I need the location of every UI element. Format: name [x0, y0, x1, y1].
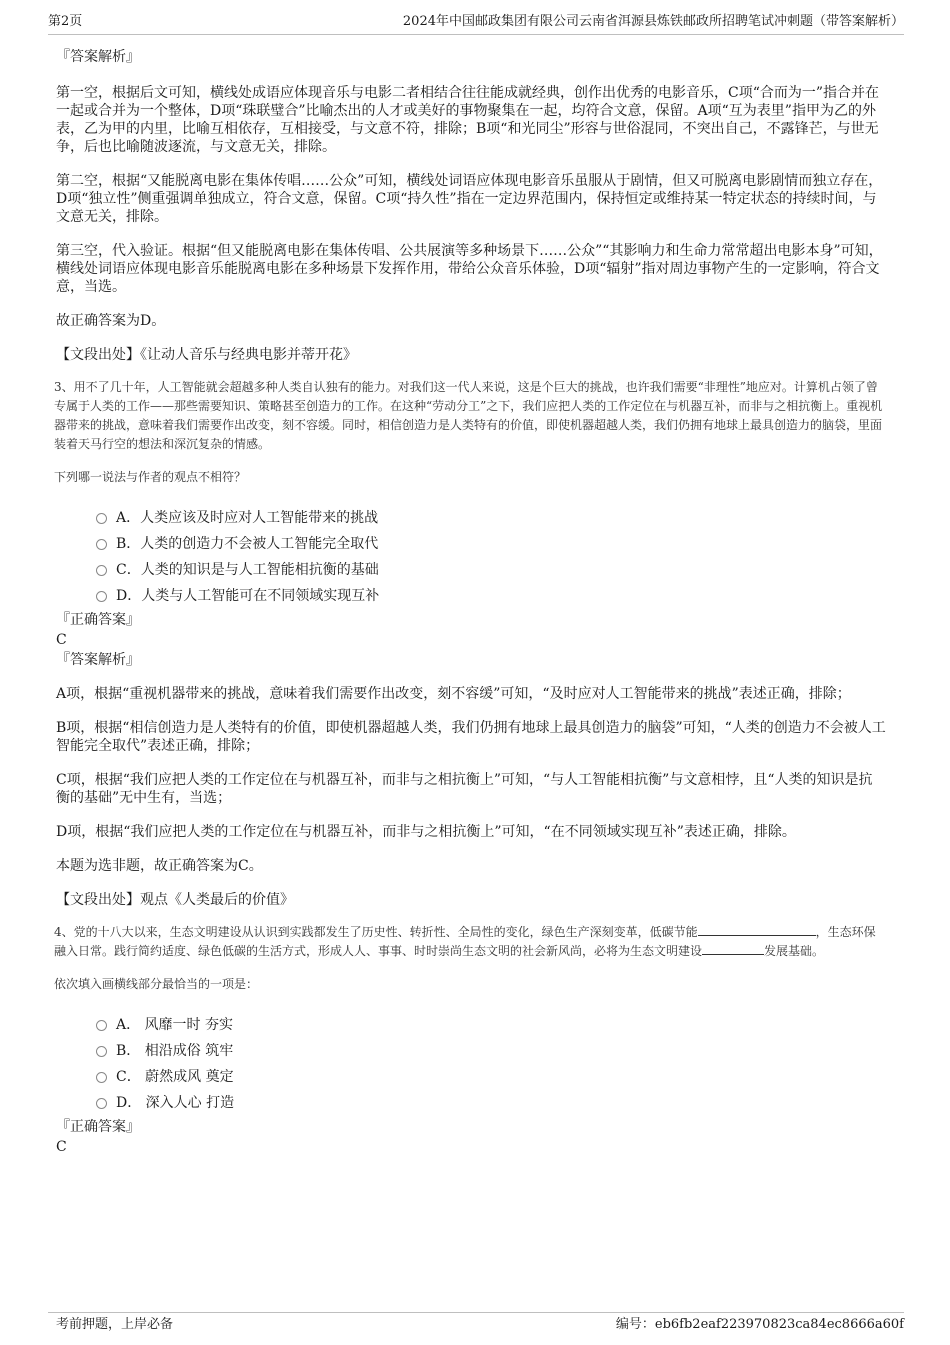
q3-analysis-d: D项，根据“我们应把人类的工作定位在与机器互补，而非与之相抗衡上”可知，“在不同领域实现互补”表述正确，排除。 [56, 824, 796, 840]
q4-option-d-label: D． 深入人心 打造 [116, 1095, 235, 1111]
q3-analysis-c: C项，根据“我们应把人类的工作定位在与机器互补，而非与之相抗衡上”可知，“与人工智能相抗衡”与文意相悖，且“人类的知识是抗衡的基础”无中生有，当选； [56, 772, 873, 806]
q4-option-b[interactable] [56, 1038, 886, 1064]
q4-option-a-label: A． 风靡一时 夯实 [116, 1017, 234, 1033]
q4-question: 依次填入画横线部分最恰当的一项是： [54, 977, 259, 991]
q4-option-c-label: C． 蔚然成风 奠定 [116, 1069, 234, 1085]
page-footer [48, 1312, 904, 1335]
q3-analysis-a: A项，根据“重视机器带来的挑战，意味着我们需要作出改变，刻不容缓”可知，“及时应对人工智能带来的挑战”表述正确，排除； [56, 686, 851, 702]
q4-blank-1 [698, 923, 816, 936]
q3-option-c-label: C．人类的知识是与人工智能相抗衡的基础 [116, 562, 379, 578]
radio-icon[interactable] [96, 1046, 107, 1057]
q2-analysis-para1: 第一空，根据后文可知，横线处成语应体现音乐与电影二者相结合往往能成就经典，创作出优秀的电影音乐，C项“合而为一”指合并在一起或合并为一个整体，D项“珠联璧合”比喻杰出的人才或美好的事物聚集在一起，均符合文意，保留。A项“互为表里”指甲为乙的外表，乙为甲的内里，比喻互相依存，互相接受，与文意不符，排除；B项“和光同尘”形容与世俗混同，不突出自己，不露锋芒，与世无争，后也比喻随波逐流，与文意无关，排除。 [56, 85, 880, 155]
q3-answer-label: 『正确答案』 [56, 612, 140, 628]
q3-analysis-label: 『答案解析』 [56, 652, 140, 668]
q3-option-a-label: A．人类应该及时应对人工智能带来的挑战 [116, 510, 379, 526]
document-title: 2024年中国邮政集团有限公司云南省洱源县炼铁邮政所招聘笔试冲刺题（带答案解析） [402, 14, 904, 29]
document-id: 编号：eb6fb2eaf223970823ca84ec8666a60f [615, 1317, 904, 1332]
q3-stem: 3、用不了几十年，人工智能就会超越多种人类自认独有的能力。对我们这一代人来说，这是个巨大的挑战，也许我们需要“非理性”地应对。计算机占领了曾专属于人类的工作——那些需要知识、策略甚至创造力的工作。在这种“劳动分工”之下，我们应把人类的工作定位在与机器互补，而非与之相抗衡上。重视机器带来的挑战，意味着我们需要作出改变，刻不容缓。同时，相信创造力是人类特有的价值，即使机器超越人类，我们仍拥有地球上最具创造力的脑袋，里面装着天马行空的想法和深沉复杂的情感。 [54, 380, 883, 451]
q2-conclusion: 故正确答案为D。 [56, 313, 166, 329]
q4-stem-part1: 4、党的十八大以来，生态文明建设从认识到实践都发生了历史性、转折性、全局性的变化，绿色生产深刻变革，低碳节能 [54, 925, 698, 939]
q4-answer-label: 『正确答案』 [56, 1119, 140, 1135]
q3-source: 【文段出处】观点《人类最后的价值》 [56, 892, 294, 908]
radio-icon[interactable] [96, 539, 107, 550]
radio-icon[interactable] [96, 1098, 107, 1109]
q3-option-d-label: D．人类与人工智能可在不同领域实现互补 [116, 588, 380, 604]
q3-conclusion: 本题为选非题，故正确答案为C。 [56, 858, 263, 874]
radio-icon[interactable] [96, 591, 107, 602]
page-header [48, 12, 904, 35]
q4-stem [54, 923, 886, 961]
page-number: 第2页 [48, 14, 83, 29]
footer-slogan: 考前押题，上岸必备 [56, 1317, 174, 1332]
q3-option-d[interactable] [56, 583, 886, 609]
q4-option-d[interactable] [56, 1090, 886, 1116]
q4-stem-part3: 发展基础。 [764, 944, 825, 958]
q2-analysis-para2: 第二空，根据“又能脱离电影在集体传唱……公众”可知，横线处词语应体现电影音乐虽服从于剧情，但又可脱离电影剧情而独立存在，D项“独立性”侧重强调单独成立，符合文意，保留。C项“持久性”指在一定边界范围内，保持恒定或维持某一特定状态的持续时间，与文意无关，排除。 [56, 173, 883, 225]
q2-source: 【文段出处】《让动人音乐与经典电影并蒂开花》 [56, 347, 357, 363]
q3-option-c[interactable] [56, 557, 886, 583]
q3-option-a[interactable] [56, 505, 886, 531]
q4-options [56, 1012, 886, 1116]
q4-option-c[interactable] [56, 1064, 886, 1090]
q2-analysis-para3: 第三空，代入验证。根据“但又能脱离电影在集体传唱、公共展演等多种场景下……公众”“其影响力和生命力常常超出电影本身”可知，横线处词语应体现电影音乐能脱离电影在多种场景下发挥作用，带给公众音乐体验，D项“辐射”指对周边事物产生的一定影响，符合文意，当选。 [56, 243, 883, 295]
q3-options [56, 505, 886, 609]
q3-answer: C [56, 632, 67, 648]
q4-answer: C [56, 1139, 67, 1155]
q4-option-b-label: B． 相沿成俗 筑牢 [116, 1043, 234, 1059]
radio-icon[interactable] [96, 565, 107, 576]
q4-option-a[interactable] [56, 1012, 886, 1038]
q4-stem-part2: ，生态环保融入日常。践行简约适度、绿色低碳的生活方式，形成人人、事事、时时崇尚生态文明的社会新风尚，必将为生态文明建设 [54, 925, 876, 958]
q3-option-b-label: B．人类的创造力不会被人工智能完全取代 [116, 536, 379, 552]
q4-blank-2 [702, 942, 764, 955]
q2-analysis-label: 『答案解析』 [56, 49, 140, 65]
document-content [56, 44, 886, 1156]
radio-icon[interactable] [96, 1020, 107, 1031]
radio-icon[interactable] [96, 1072, 107, 1083]
q3-question: 下列哪一说法与作者的观点不相符？ [54, 470, 247, 484]
q3-analysis-b: B项，根据“相信创造力是人类特有的价值，即使机器超越人类，我们仍拥有地球上最具创造力的脑袋”可知，“人类的创造力不会被人工智能完全取代”表述正确，排除； [56, 720, 886, 754]
q3-option-b[interactable] [56, 531, 886, 557]
radio-icon[interactable] [96, 513, 107, 524]
